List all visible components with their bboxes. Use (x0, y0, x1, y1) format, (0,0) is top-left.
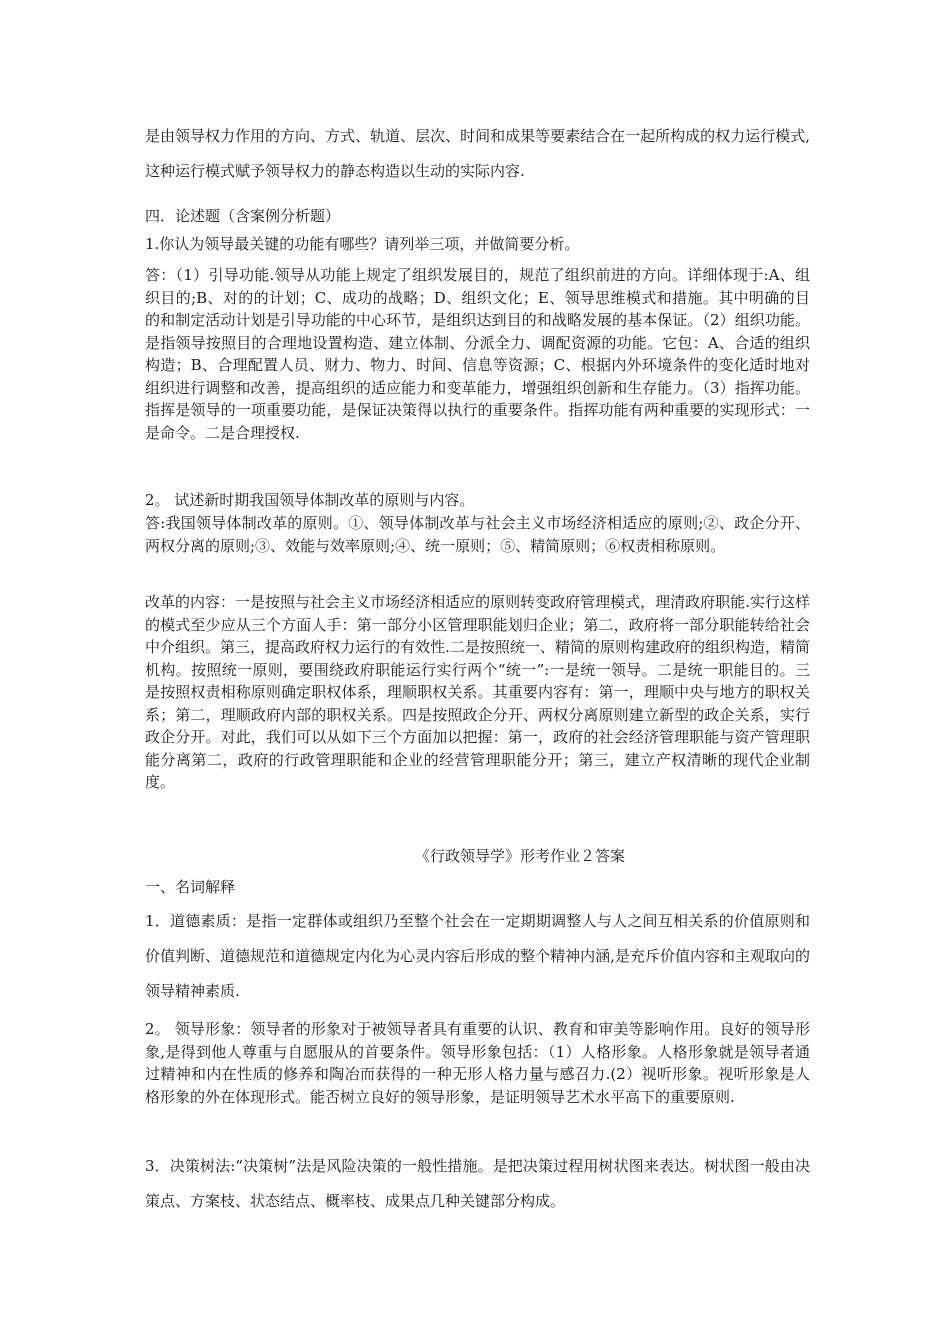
term-decision-tree: 3．决策树法:“决策树”法是风险决策的一般性措施。是把决策过程用树状图来表达。树状图一般由决策点、方案枝、状态结点、概率枝、成果点几种关键部分构成。 (145, 1157, 810, 1210)
term-moral-quality: 1．道德素质：是指一定群体或组织乃至整个社会在一定期期调整人与人之间互相关系的价值原则和价值判断、道德规范和道德规定内化为心灵内容后形成的整个精神内涵,是充斥价值内容和主观取向的领导精神素质. (145, 912, 810, 1000)
question-1: 1.你认为领导最关键的功能有哪些？请列举三项，并做简要分析。 (145, 235, 580, 253)
paragraph-power-operation: 是由领导权力作用的方向、方式、轨道、层次、时间和成果等要素结合在一起所构成的权力运行模式,这种运行模式赋予领导权力的静态构造以生动的实际内容. (145, 127, 810, 180)
term-leadership-image: 2。 领导形象：领导者的形象对于被领导者具有重要的认识、教育和审美等影响作用。良好的领导形象,是得到他人尊重与自愿服从的首要条件。领导形象包括：（1）人格形象。人格形象就是领导者通过精神和内在性质的修养和陶冶而获得的一种无形人格力量与感召力.(2）视听形象。视听形象是人格形象的外在体现形式。能否树立良好的领导形象，是证明领导艺术水平高下的重要原则. (145, 1020, 810, 1106)
document-title: 《行政领导学》形考作业２答案 (415, 847, 626, 865)
question-2: 2。 试述新时期我国领导体制改革的原则与内容。 (145, 491, 475, 509)
section-heading-essay: 四．论述题（含案例分析题） (145, 207, 341, 225)
section-heading-terms: 一、名词解释 (145, 878, 236, 896)
answer-2-content: 改革的内容：一是按照与社会主义市场经济相适应的原则转变政府管理模式，理清政府职能.实行这样的模式至少应从三个方面人手：第一部分小区管理职能划归企业；第二，政府将一部分职能转给社会中介组织。第三，提高政府权力运行的有效性.二是按照统一、精简的原则构建政府的组织构造，精简机构。按照统一原则，要围绕政府职能运行实行两个“统一”:一是统一领导。二是统一职能目的。三是按照权责相称原则确定职权体系，理顺职权关系。其重要内容有：第一，理顺中央与地方的职权关系；第二，理顺政府内部的职权关系。四是按照政企分开、两权分离原则建立新型的政企关系，实行政企分开。对此，我们可以从如下三个方面加以把握：第一，政府的社会经济管理职能与资产管理职能分离第二，政府的行政管理职能和企业的经营管理职能分开；第三，建立产权清晰的现代企业制度。 (145, 593, 810, 791)
answer-2-principles: 答:我国领导体制改革的原则。①、领导体制改革与社会主义市场经济相适应的原则;②、政企分开、两权分离的原则;③、效能与效率原则;④、统一原则；⑤、精简原则；⑥权责相称原则。 (145, 514, 810, 555)
answer-1: 答：（1）引导功能.领导从功能上规定了组织发展目的，规范了组织前进的方向。详细体现于:A、组织目的;B、对的的计划；C、成功的战略；D、组织文化；E、领导思维模式和措施。其中明确的目的和制定活动计划是引导功能的中心环节，是组织达到目的和战略发展的基本保证。（2）组织功能。是指领导按照目的合理地设置构造、建立体制、分派全力、调配资源的功能。它包：A、合适的组织构造；B、合理配置人员、财力、物力、时间、信息等资源；C、根据内外环境条件的变化适时地对组织进行调整和改善，提高组织的适应能力和变革能力，增强组织创新和生存能力。（3）指挥功能。指挥是领导的一项重要功能，是保证决策得以执行的重要条件。指挥功能有两种重要的实现形式：一是命令。二是合理授权. (145, 266, 810, 442)
